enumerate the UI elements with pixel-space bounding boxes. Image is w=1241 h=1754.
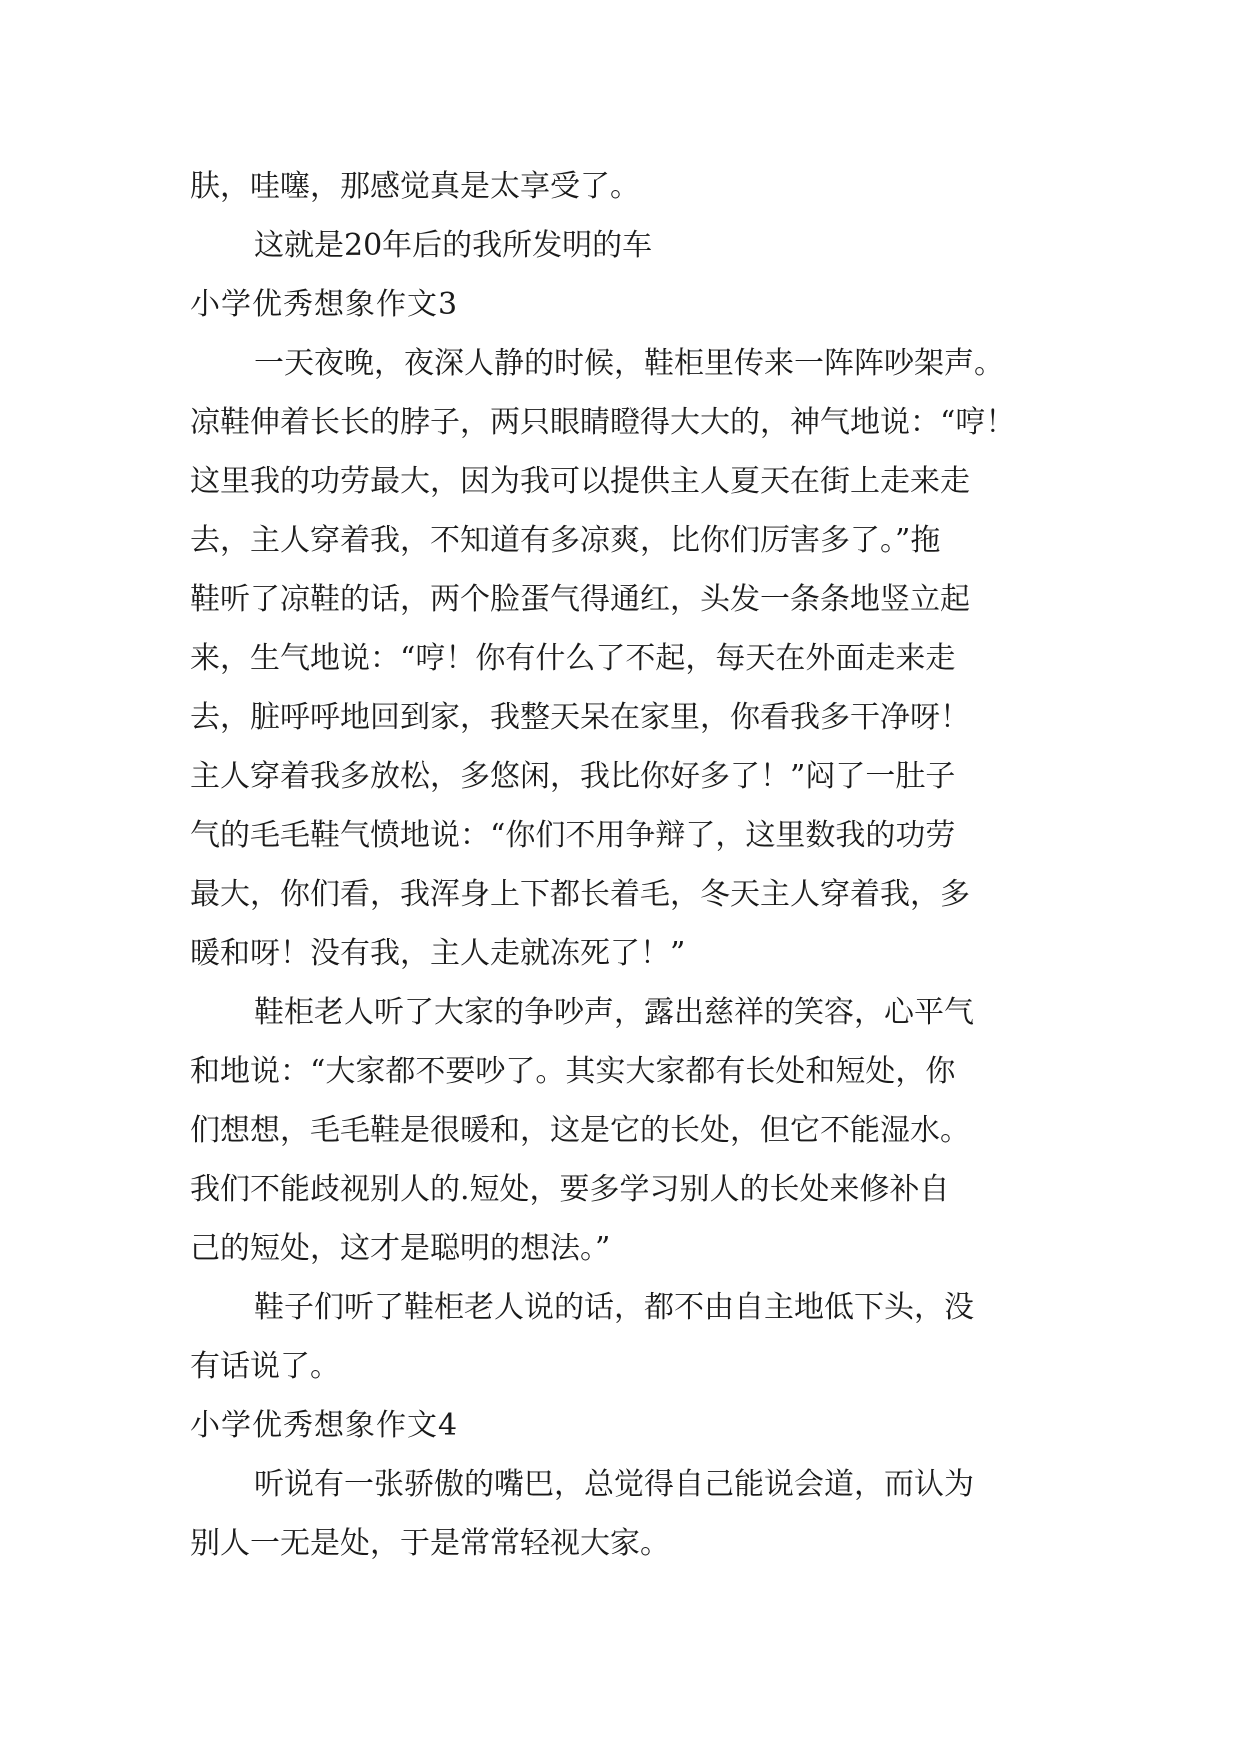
text-line: 有话说了。 xyxy=(190,1349,340,1384)
text-line: 们想想，毛毛鞋是很暖和，这是它的长处，但它不能湿水。 xyxy=(190,1113,970,1148)
section-heading: 小学优秀想象作文3 xyxy=(190,287,459,322)
text-line: 和地说：“大家都不要吵了。其实大家都有长处和短处，你 xyxy=(190,1054,956,1089)
text-line: 肤，哇噻，那感觉真是太享受了。 xyxy=(190,169,640,204)
text-line: 主人穿着我多放松，多悠闲，我比你好多了！”闷了一肚子 xyxy=(190,759,956,794)
text-line: 气的毛毛鞋气愤地说：“你们不用争辩了，这里数我的功劳 xyxy=(190,818,956,853)
paragraph-first-line: 听说有一张骄傲的嘴巴，总觉得自己能说会道，而认为 xyxy=(254,1467,974,1502)
text-line: 己的短处，这才是聪明的想法。” xyxy=(190,1231,611,1266)
text-line: 最大，你们看，我浑身上下都长着毛，冬天主人穿着我，多 xyxy=(190,877,970,912)
text-line: 别人一无是处，于是常常轻视大家。 xyxy=(190,1526,670,1561)
paragraph-first-line: 鞋柜老人听了大家的争吵声，露出慈祥的笑容，心平气 xyxy=(254,995,974,1030)
paragraph-first-line: 鞋子们听了鞋柜老人说的话，都不由自主地低下头，没 xyxy=(254,1290,974,1325)
paragraph-first-line: 这就是20年后的我所发明的车 xyxy=(254,228,653,263)
section-heading: 小学优秀想象作文4 xyxy=(190,1408,459,1443)
paragraph-first-line: 一天夜晚，夜深人静的时候，鞋柜里传来一阵阵吵架声。 xyxy=(254,346,1004,381)
text-line: 这里我的功劳最大，因为我可以提供主人夏天在街上走来走 xyxy=(190,464,970,499)
text-line: 去，脏呼呼地回到家，我整天呆在家里，你看我多干净呀！ xyxy=(190,700,970,735)
text-line: 鞋听了凉鞋的话，两个脸蛋气得通红，头发一条条地竖立起 xyxy=(190,582,970,617)
text-line: 来，生气地说：“哼！你有什么了不起，每天在外面走来走 xyxy=(190,641,956,676)
text-line: 暖和呀！没有我，主人走就冻死了！” xyxy=(190,936,686,971)
text-line: 凉鞋伸着长长的脖子，两只眼睛瞪得大大的，神气地说：“哼！ xyxy=(190,405,1016,440)
essay-text xyxy=(190,157,1075,1573)
text-line: 去，主人穿着我，不知道有多凉爽，比你们厉害多了。”拖 xyxy=(190,523,941,558)
text-line: 我们不能歧视别人的.短处，要多学习别人的长处来修补自 xyxy=(190,1172,950,1207)
